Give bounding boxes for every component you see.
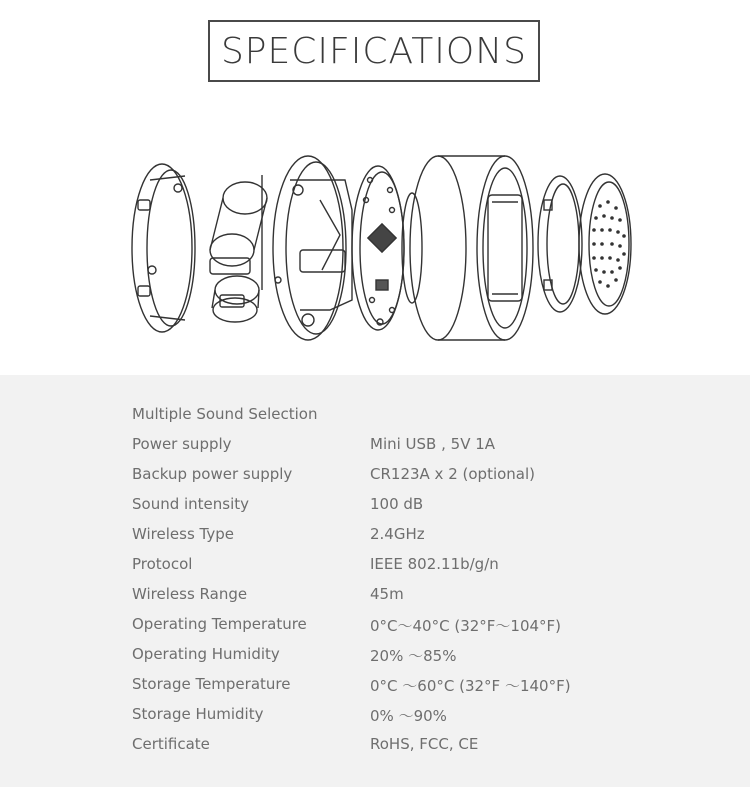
spec-label: Storage Temperature [132,675,291,693]
spec-row [0,645,750,669]
spec-value: IEEE 802.11b/g/n [370,555,499,573]
grille-part [579,174,631,314]
back-plate-part [132,164,195,332]
spec-row [0,735,750,759]
spec-value: RoHS, FCC, CE [370,735,479,753]
ring-part [538,176,582,312]
specs-panel [0,375,750,787]
pcb-part [352,166,404,330]
spec-label: Multiple Sound Selection [132,405,318,423]
spec-value: 0°C ～60°C (32°F ～140°F) [370,677,571,695]
spec-value: 0°C～40°C (32°F～104°F) [370,617,562,635]
spec-value: 2.4GHz [370,525,425,543]
spec-value: 45m [370,585,404,603]
spec-label: Operating Humidity [132,645,280,663]
battery-part [210,175,267,322]
spec-row [0,435,750,459]
spec-value: Mini USB , 5V 1A [370,435,496,453]
spec-row [0,555,750,579]
spec-label: Power supply [132,435,232,453]
main-body-part [402,156,533,340]
spec-row [0,525,750,549]
spec-row [0,615,750,639]
spec-label: Storage Humidity [132,705,264,723]
spec-label: Wireless Type [132,525,234,543]
spec-label: Wireless Range [132,585,248,603]
spec-row [0,585,750,609]
spec-label: Sound intensity [132,495,250,513]
spec-row [0,705,750,729]
spec-value: 20% ～85% [370,647,457,665]
spec-row [0,495,750,519]
spec-value: 100 dB [370,495,424,513]
exploded-view-illustration [0,140,750,350]
housing-part [273,156,352,340]
spec-label: Certificate [132,735,210,753]
spec-row [0,675,750,699]
spec-label: Protocol [132,555,193,573]
spec-value: CR123A x 2 (optional) [370,465,536,483]
spec-row [0,405,750,429]
spec-value: 0% ～90% [370,707,447,725]
spec-label: Operating Temperature [132,615,307,633]
spec-row [0,465,750,489]
title-box [208,20,540,82]
spec-label: Backup power supply [132,465,293,483]
page-title: SPECIFICATIONS [220,30,528,72]
